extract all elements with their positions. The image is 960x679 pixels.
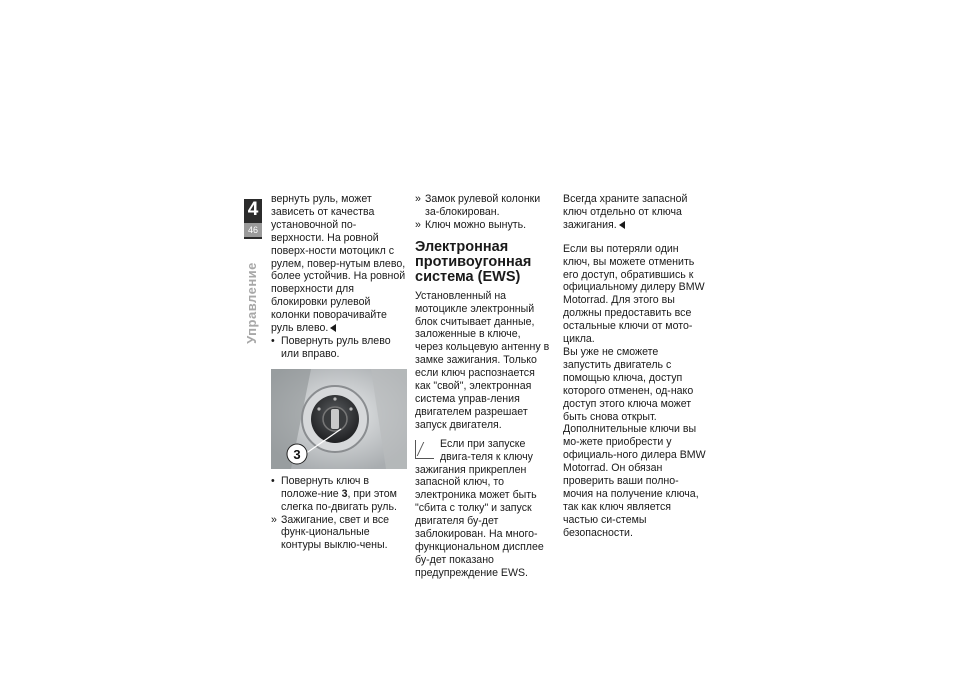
paragraph: Дополнительные ключи вы мо-жете приобрести у официаль-ного дилера BMW Motorrad. Он обязан проверить ваши полно-мочия на получение ключа, так как ключ является частью си-стемы безопасности.: [563, 423, 706, 539]
end-of-section-icon: [330, 324, 336, 332]
section-title: Управление: [244, 262, 259, 344]
chapter-number: 4: [247, 199, 259, 220]
page-number: 46: [244, 223, 262, 237]
note-icon: [415, 440, 434, 459]
result-arrow-icon: »: [415, 193, 421, 205]
column-2: [415, 193, 551, 580]
note-block: [415, 438, 551, 580]
result-step: » Зажигание, свет и все функ-циональные контуры выклю-чены.: [271, 513, 390, 552]
section-heading: Электронная противоугонная система (EWS): [415, 238, 532, 285]
result-step: » Замок рулевой колонки за-блокирован.: [415, 193, 541, 218]
paragraph: вернуть руль, может зависеть от качества установочной по-верхности. На ровной поверх-ности мотоцикл с рулем, повер-нутым влево, более устойчив. На ровной поверхности для блокировки рулевой колонки поворачивайте руль влево.: [271, 193, 406, 335]
ignition-lock-photo: [271, 369, 407, 469]
note-text: Если при запуске двига-теля к ключу зажигания прикреплен запасной ключ, то электроника может быть "сбита с толку" и запуск двигателя бу-дет заблокирован. На много-функциональном дисплее бу-дет показано предупреждение EWS.: [415, 437, 544, 579]
paragraph: Установленный на мотоцикле электронный блок считывает данные, заложенные в ключе, через кольцевую антенну в замке зажигания. Только если ключ распознается как "свой", электронная система управ-ления двигателем разрешает запуск двигателя.: [415, 289, 550, 431]
paragraph: Вы уже не сможете запустить двигатель с помощью ключа, доступ которого отменен, од-нако доступ этого ключа может быть снова открыт.: [563, 345, 694, 423]
figure-callout-label: 3: [293, 446, 301, 462]
bullet-icon: •: [271, 474, 275, 487]
column-3: [563, 193, 708, 540]
ignition-lock-illustration: [271, 369, 407, 469]
result-arrow-icon: »: [415, 218, 421, 231]
chapter-tab: [244, 199, 262, 239]
paragraph: Всегда храните запасной ключ отдельно от ключа зажигания.: [563, 193, 688, 231]
end-of-section-icon: [619, 221, 625, 229]
instruction-step: • Повернуть руль влево или вправо.: [271, 334, 391, 360]
bullet-icon: •: [271, 334, 275, 347]
column-1: [271, 193, 407, 552]
paragraph: Если вы потеряли один ключ, вы можете отменить его доступ, обратившись к официальному дилеру BMW Motorrad. Для этого вы должны предоставить все остальные ключи от мото-цикла.: [563, 242, 705, 346]
instruction-step: • Повернуть ключ в положе-ние 3, при этом слегка по-двигать руль.: [271, 474, 397, 513]
result-arrow-icon: »: [271, 513, 277, 526]
result-step: » Ключ можно вынуть.: [415, 218, 527, 231]
